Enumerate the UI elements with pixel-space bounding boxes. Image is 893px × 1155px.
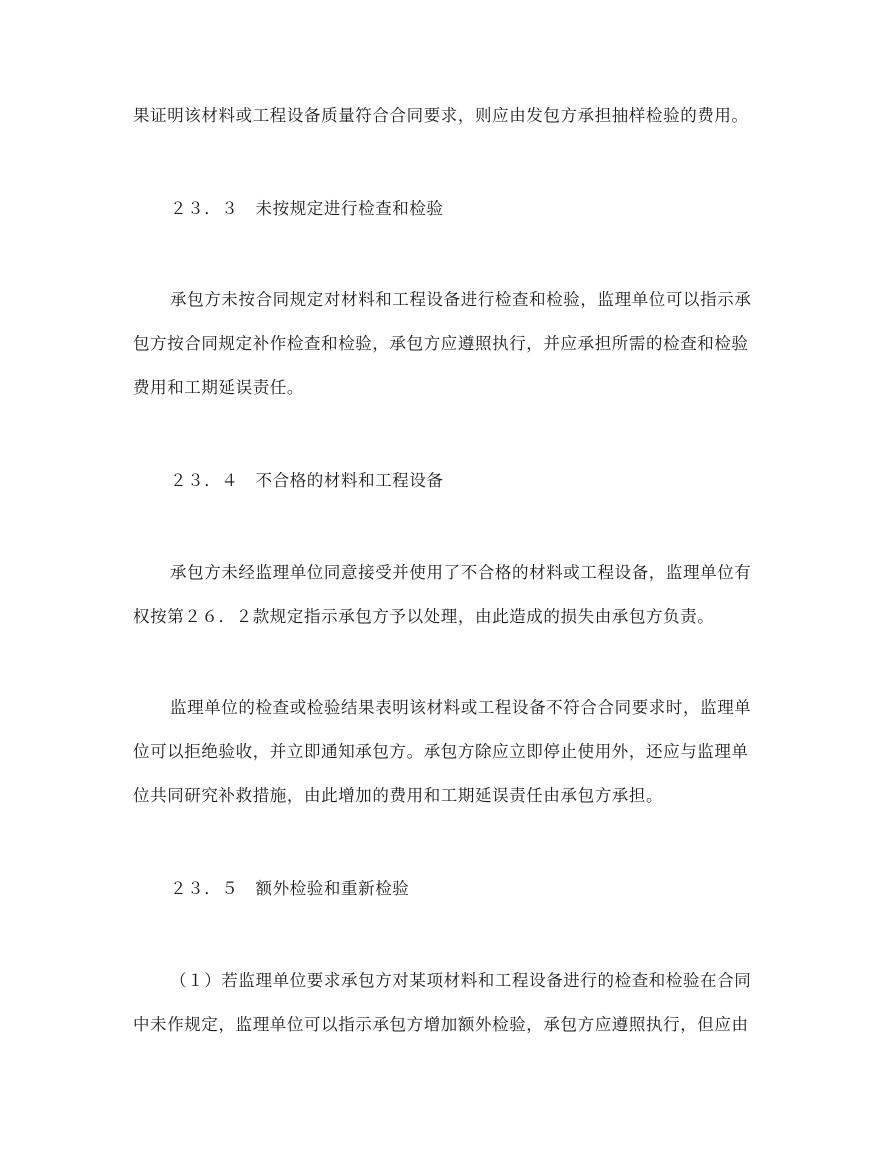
section-23-4-paragraph2-line-1: 监理单位的检查或检验结果表明该材料或工程设备不符合合同要求时，监理单 <box>170 698 752 717</box>
section-23-4-heading: ２３．４ 不合格的材料和工程设备 <box>170 471 444 490</box>
section-23-4-paragraph1-line-2: 权按第２６．２款规定指示承包方予以处理，由此造成的损失由承包方负责。 <box>133 607 715 626</box>
section-23-4-paragraph2-line-2: 位可以拒绝验收，并立即通知承包方。承包方除应立即停止使用外，还应与监理单 <box>133 742 749 761</box>
section-23-3-paragraph-line-2: 包方按合同规定补作检查和检验，承包方应遵照执行，并应承担所需的检查和检验 <box>133 334 749 353</box>
section-23-3-paragraph-line-3: 费用和工期延误责任。 <box>133 378 304 397</box>
section-23-4-paragraph2-line-3: 位共同研究补救措施，由此增加的费用和工期延误责任由承包方承担。 <box>133 786 664 805</box>
section-23-4-paragraph1-line-1: 承包方未经监理单位同意接受并使用了不合格的材料或工程设备，监理单位有 <box>170 563 752 582</box>
section-23-5-heading: ２３．５ 额外检验和重新检验 <box>170 879 410 898</box>
section-23-5-item1-line-2: 中未作规定，监理单位可以指示承包方增加额外检验，承包方应遵照执行，但应由 <box>133 1015 749 1034</box>
section-23-3-heading: ２３．３ 未按规定进行检查和检验 <box>170 199 444 218</box>
intro-tail-line: 果证明该材料或工程设备质量符合合同要求，则应由发包方承担抽样检验的费用。 <box>133 106 749 125</box>
section-23-3-paragraph-line-1: 承包方未按合同规定对材料和工程设备进行检查和检验，监理单位可以指示承 <box>170 290 752 309</box>
section-23-5-item1-line-1: （１）若监理单位要求承包方对某项材料和工程设备进行的检查和检验在合同 <box>170 971 752 990</box>
